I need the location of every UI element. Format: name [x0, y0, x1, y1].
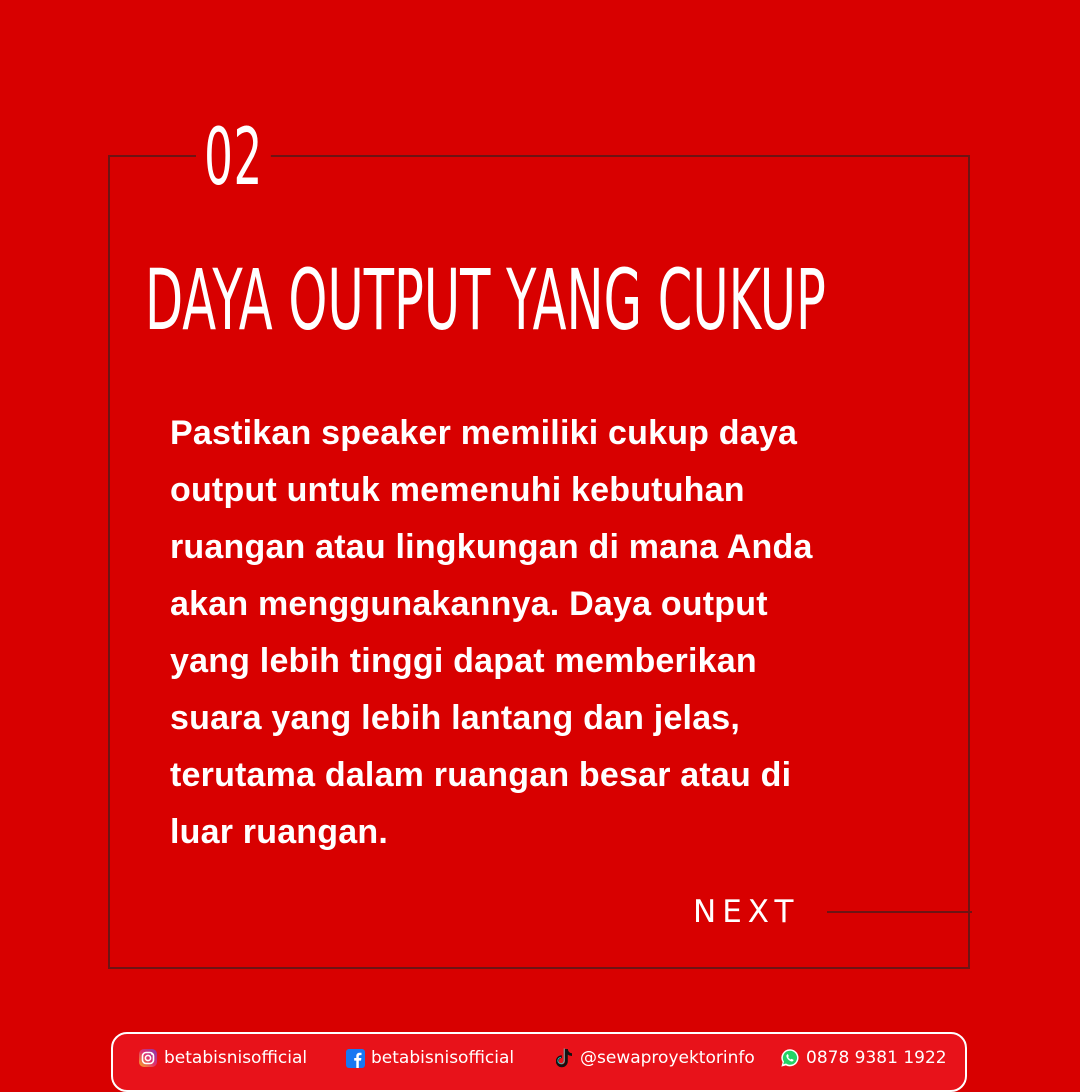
whatsapp-icon [780, 1048, 800, 1068]
tiktok-icon [556, 1048, 574, 1068]
slide-body-text: Pastikan speaker memiliki cukup daya output untuk memenuhi kebutuhan ruangan atau lingkungan di mana Anda akan menggunakannya. Daya output yang lebih tinggi dapat memberikan suara yang lebih lantang dan jelas, terutama dalam ruangan besar atau di luar ruangan. [170, 414, 813, 851]
next-button[interactable]: NEXT [693, 894, 800, 930]
footer-tiktok[interactable] [556, 1046, 755, 1070]
slide-title: DAYA OUTPUT YANG CUKUP [145, 251, 826, 349]
whatsapp-number: 0878 9381 1922 [806, 1048, 947, 1068]
instagram-icon [138, 1048, 158, 1068]
facebook-handle: betabisnisofficial [371, 1048, 515, 1068]
tiktok-handle: @sewaproyektorinfo [580, 1048, 755, 1068]
footer-whatsapp[interactable] [780, 1046, 947, 1070]
facebook-icon [346, 1049, 365, 1068]
footer-facebook[interactable] [346, 1046, 514, 1070]
slide-number: 02 [196, 110, 271, 206]
next-line-divider [827, 911, 972, 913]
instagram-handle: betabisnisofficial [164, 1048, 308, 1068]
footer-instagram[interactable] [138, 1046, 307, 1070]
